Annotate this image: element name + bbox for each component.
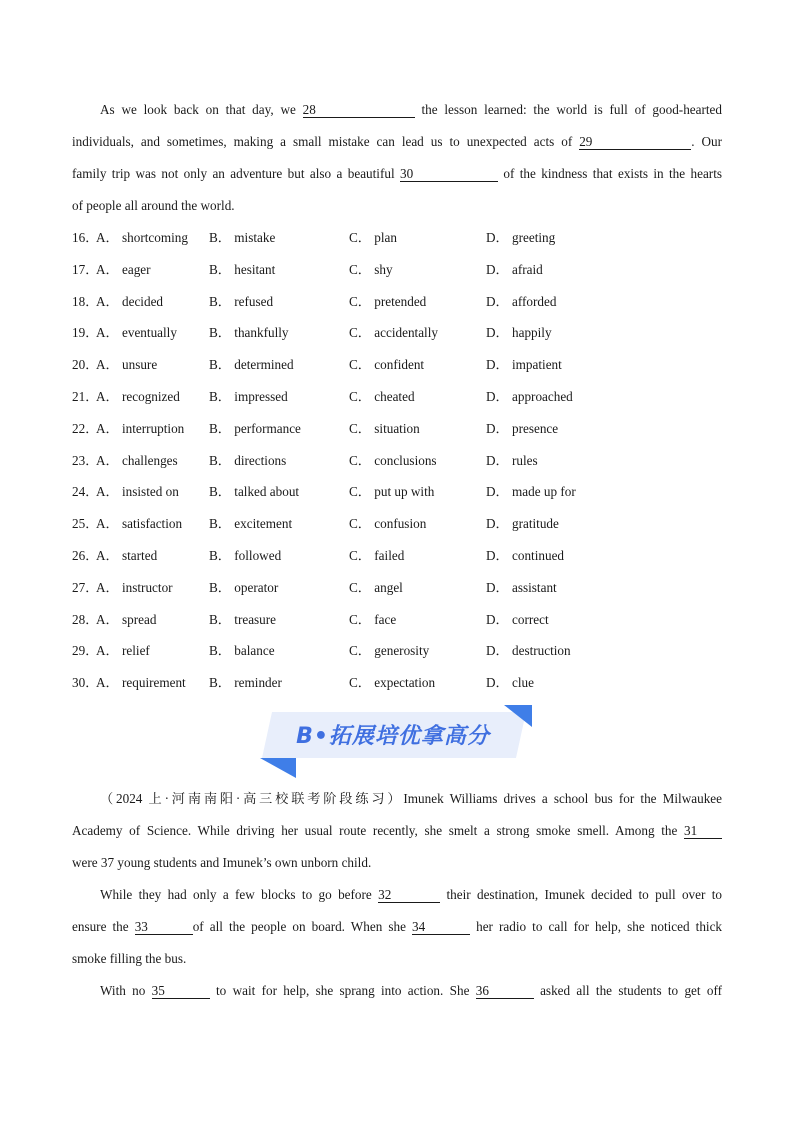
option-b[interactable]: B． balance (209, 643, 275, 659)
option-d[interactable]: D． correct (486, 611, 549, 627)
question-row (72, 286, 722, 318)
option-b[interactable]: B． performance (209, 420, 301, 436)
option-a[interactable]: A． insisted on (96, 484, 179, 500)
banner-title: B•拓展培优拿高分 (296, 723, 490, 749)
option-b[interactable]: B． thankfully (209, 325, 289, 341)
option-c[interactable]: C． face (349, 611, 397, 627)
option-d[interactable]: D． afforded (486, 293, 557, 309)
option-c[interactable]: C． put up with (349, 484, 435, 500)
option-a[interactable]: A． recognized (96, 388, 180, 404)
question-number: 26． (72, 547, 99, 563)
question-number: 22． (72, 420, 99, 436)
passage2 (72, 783, 722, 1007)
text-line: of people all around the world. (72, 198, 235, 213)
option-a[interactable]: A． challenges (96, 452, 178, 468)
blank-32[interactable]: 32 (378, 887, 440, 903)
option-d[interactable]: D． approached (486, 388, 573, 404)
text-line: individuals, and sometimes, making a small mistake can lead us to unexpected acts of 29 . Our (72, 134, 722, 149)
text-line: As we look back on that day, we 28 the lesson learned: the world is full of good-hearted (100, 102, 723, 117)
question-number: 16． (72, 230, 99, 245)
question-row (72, 254, 722, 286)
option-b[interactable]: B． followed (209, 547, 282, 563)
option-d[interactable]: D． greeting (486, 230, 556, 245)
question-number: 27． (72, 579, 99, 595)
option-a[interactable]: A． interruption (96, 420, 185, 436)
option-b[interactable]: B． talked about (209, 484, 300, 500)
option-b[interactable]: B． determined (209, 357, 294, 373)
option-d[interactable]: D． assistant (486, 579, 557, 595)
option-a[interactable]: A． shortcoming (96, 230, 188, 245)
passage1-closing-paragraph (72, 94, 722, 222)
option-d[interactable]: D． clue (486, 675, 534, 691)
option-a[interactable]: A． eager (96, 261, 151, 277)
question-row (72, 635, 722, 667)
option-a[interactable]: A． unsure (96, 357, 158, 373)
option-b[interactable]: B． reminder (209, 675, 282, 691)
option-d[interactable]: D． made up for (486, 484, 576, 500)
question-row (72, 381, 722, 413)
text-line: were 37 young students and Imunek’s own unborn child. (72, 855, 372, 870)
text-line: smoke filling the bus. (72, 951, 187, 966)
banner-corner-bottom-left (260, 758, 296, 778)
option-b[interactable]: B． treasure (209, 611, 277, 627)
blank-31[interactable]: 31 (684, 823, 722, 839)
blank-34[interactable]: 34 (412, 919, 470, 935)
text-line: While they had only a few blocks to go before 32 their destination, Imunek decided to pull over to (100, 887, 723, 902)
option-c[interactable]: C． plan (349, 230, 397, 245)
question-row (72, 604, 722, 636)
option-b[interactable]: B． operator (209, 579, 279, 595)
options-list (72, 222, 722, 699)
question-number: 19． (72, 325, 99, 341)
question-row (72, 540, 722, 572)
question-row (72, 476, 722, 508)
option-a[interactable]: A． requirement (96, 675, 186, 691)
question-number: 20． (72, 357, 99, 373)
question-number: 21． (72, 388, 99, 404)
option-c[interactable]: C． confusion (349, 516, 427, 532)
text-line: family trip was not only an adventure but also a beautiful 30 of the kindness that exists in the hearts (72, 166, 722, 181)
question-row (72, 349, 722, 381)
option-c[interactable]: C． shy (349, 261, 393, 277)
text-line: With no 35 to wait for help, she sprang into action. She 36 asked all the students to get off (100, 983, 723, 998)
blank-33[interactable]: 33 (135, 919, 193, 935)
option-b[interactable]: B． impressed (209, 388, 288, 404)
option-d[interactable]: D． impatient (486, 357, 562, 373)
option-a[interactable]: A． satisfaction (96, 516, 183, 532)
option-b[interactable]: B． excitement (209, 516, 293, 532)
blank-28[interactable]: 28 (303, 102, 415, 118)
question-number: 24． (72, 484, 99, 500)
option-b[interactable]: B． mistake (209, 230, 276, 245)
question-row (72, 445, 722, 477)
question-number: 25． (72, 516, 99, 532)
option-d[interactable]: D． continued (486, 547, 565, 563)
text-line: ensure the 33 of all the people on board. When she 34 her radio to call for help, she noticed thick (72, 919, 723, 934)
option-a[interactable]: A． eventually (96, 325, 177, 341)
text-line: Academy of Science. While driving her usual route recently, she smelt a strong smoke smell. Among the 31 (72, 815, 722, 847)
blank-35[interactable]: 35 (152, 983, 210, 999)
option-d[interactable]: D． happily (486, 325, 552, 341)
option-d[interactable]: D． rules (486, 452, 538, 468)
option-c[interactable]: C． confident (349, 357, 425, 373)
option-a[interactable]: A． instructor (96, 579, 173, 595)
option-a[interactable]: A． relief (96, 643, 150, 659)
option-c[interactable]: C． generosity (349, 643, 430, 659)
question-row (72, 413, 722, 445)
option-c[interactable]: C． angel (349, 579, 403, 595)
option-a[interactable]: A． started (96, 547, 158, 563)
question-number: 23． (72, 452, 99, 468)
question-number: 29． (72, 643, 99, 659)
option-c[interactable]: C． failed (349, 547, 405, 563)
question-row (72, 222, 722, 254)
blank-30[interactable]: 30 (400, 166, 498, 182)
question-number: 28． (72, 611, 99, 627)
option-c[interactable]: C． pretended (349, 293, 427, 309)
question-row (72, 572, 722, 604)
option-d[interactable]: D． destruction (486, 643, 571, 659)
option-b[interactable]: B． hesitant (209, 261, 276, 277)
question-number: 17． (72, 261, 99, 277)
text-line: （2024 上·河南南阳·高三校联考阶段练习）Imunek Williams drives a school bus for the Milwaukee (100, 791, 722, 806)
question-row (72, 508, 722, 540)
question-row (72, 667, 722, 699)
option-c[interactable]: C． situation (349, 420, 420, 436)
option-c[interactable]: C． conclusions (349, 452, 437, 468)
option-d[interactable]: D． presence (486, 420, 559, 436)
option-b[interactable]: B． refused (209, 293, 274, 309)
option-d[interactable]: D． afraid (486, 261, 543, 277)
option-a[interactable]: A． spread (96, 611, 157, 627)
option-d[interactable]: D． gratitude (486, 516, 559, 532)
section-banner (258, 702, 534, 782)
blank-36[interactable]: 36 (476, 983, 534, 999)
option-c[interactable]: C． expectation (349, 675, 436, 691)
question-row (72, 317, 722, 349)
blank-29[interactable]: 29 (579, 134, 691, 150)
option-b[interactable]: B． directions (209, 452, 287, 468)
question-number: 18． (72, 293, 99, 309)
question-number: 30． (72, 675, 99, 691)
option-a[interactable]: A． decided (96, 293, 164, 309)
option-c[interactable]: C． accidentally (349, 325, 438, 341)
option-c[interactable]: C． cheated (349, 388, 415, 404)
